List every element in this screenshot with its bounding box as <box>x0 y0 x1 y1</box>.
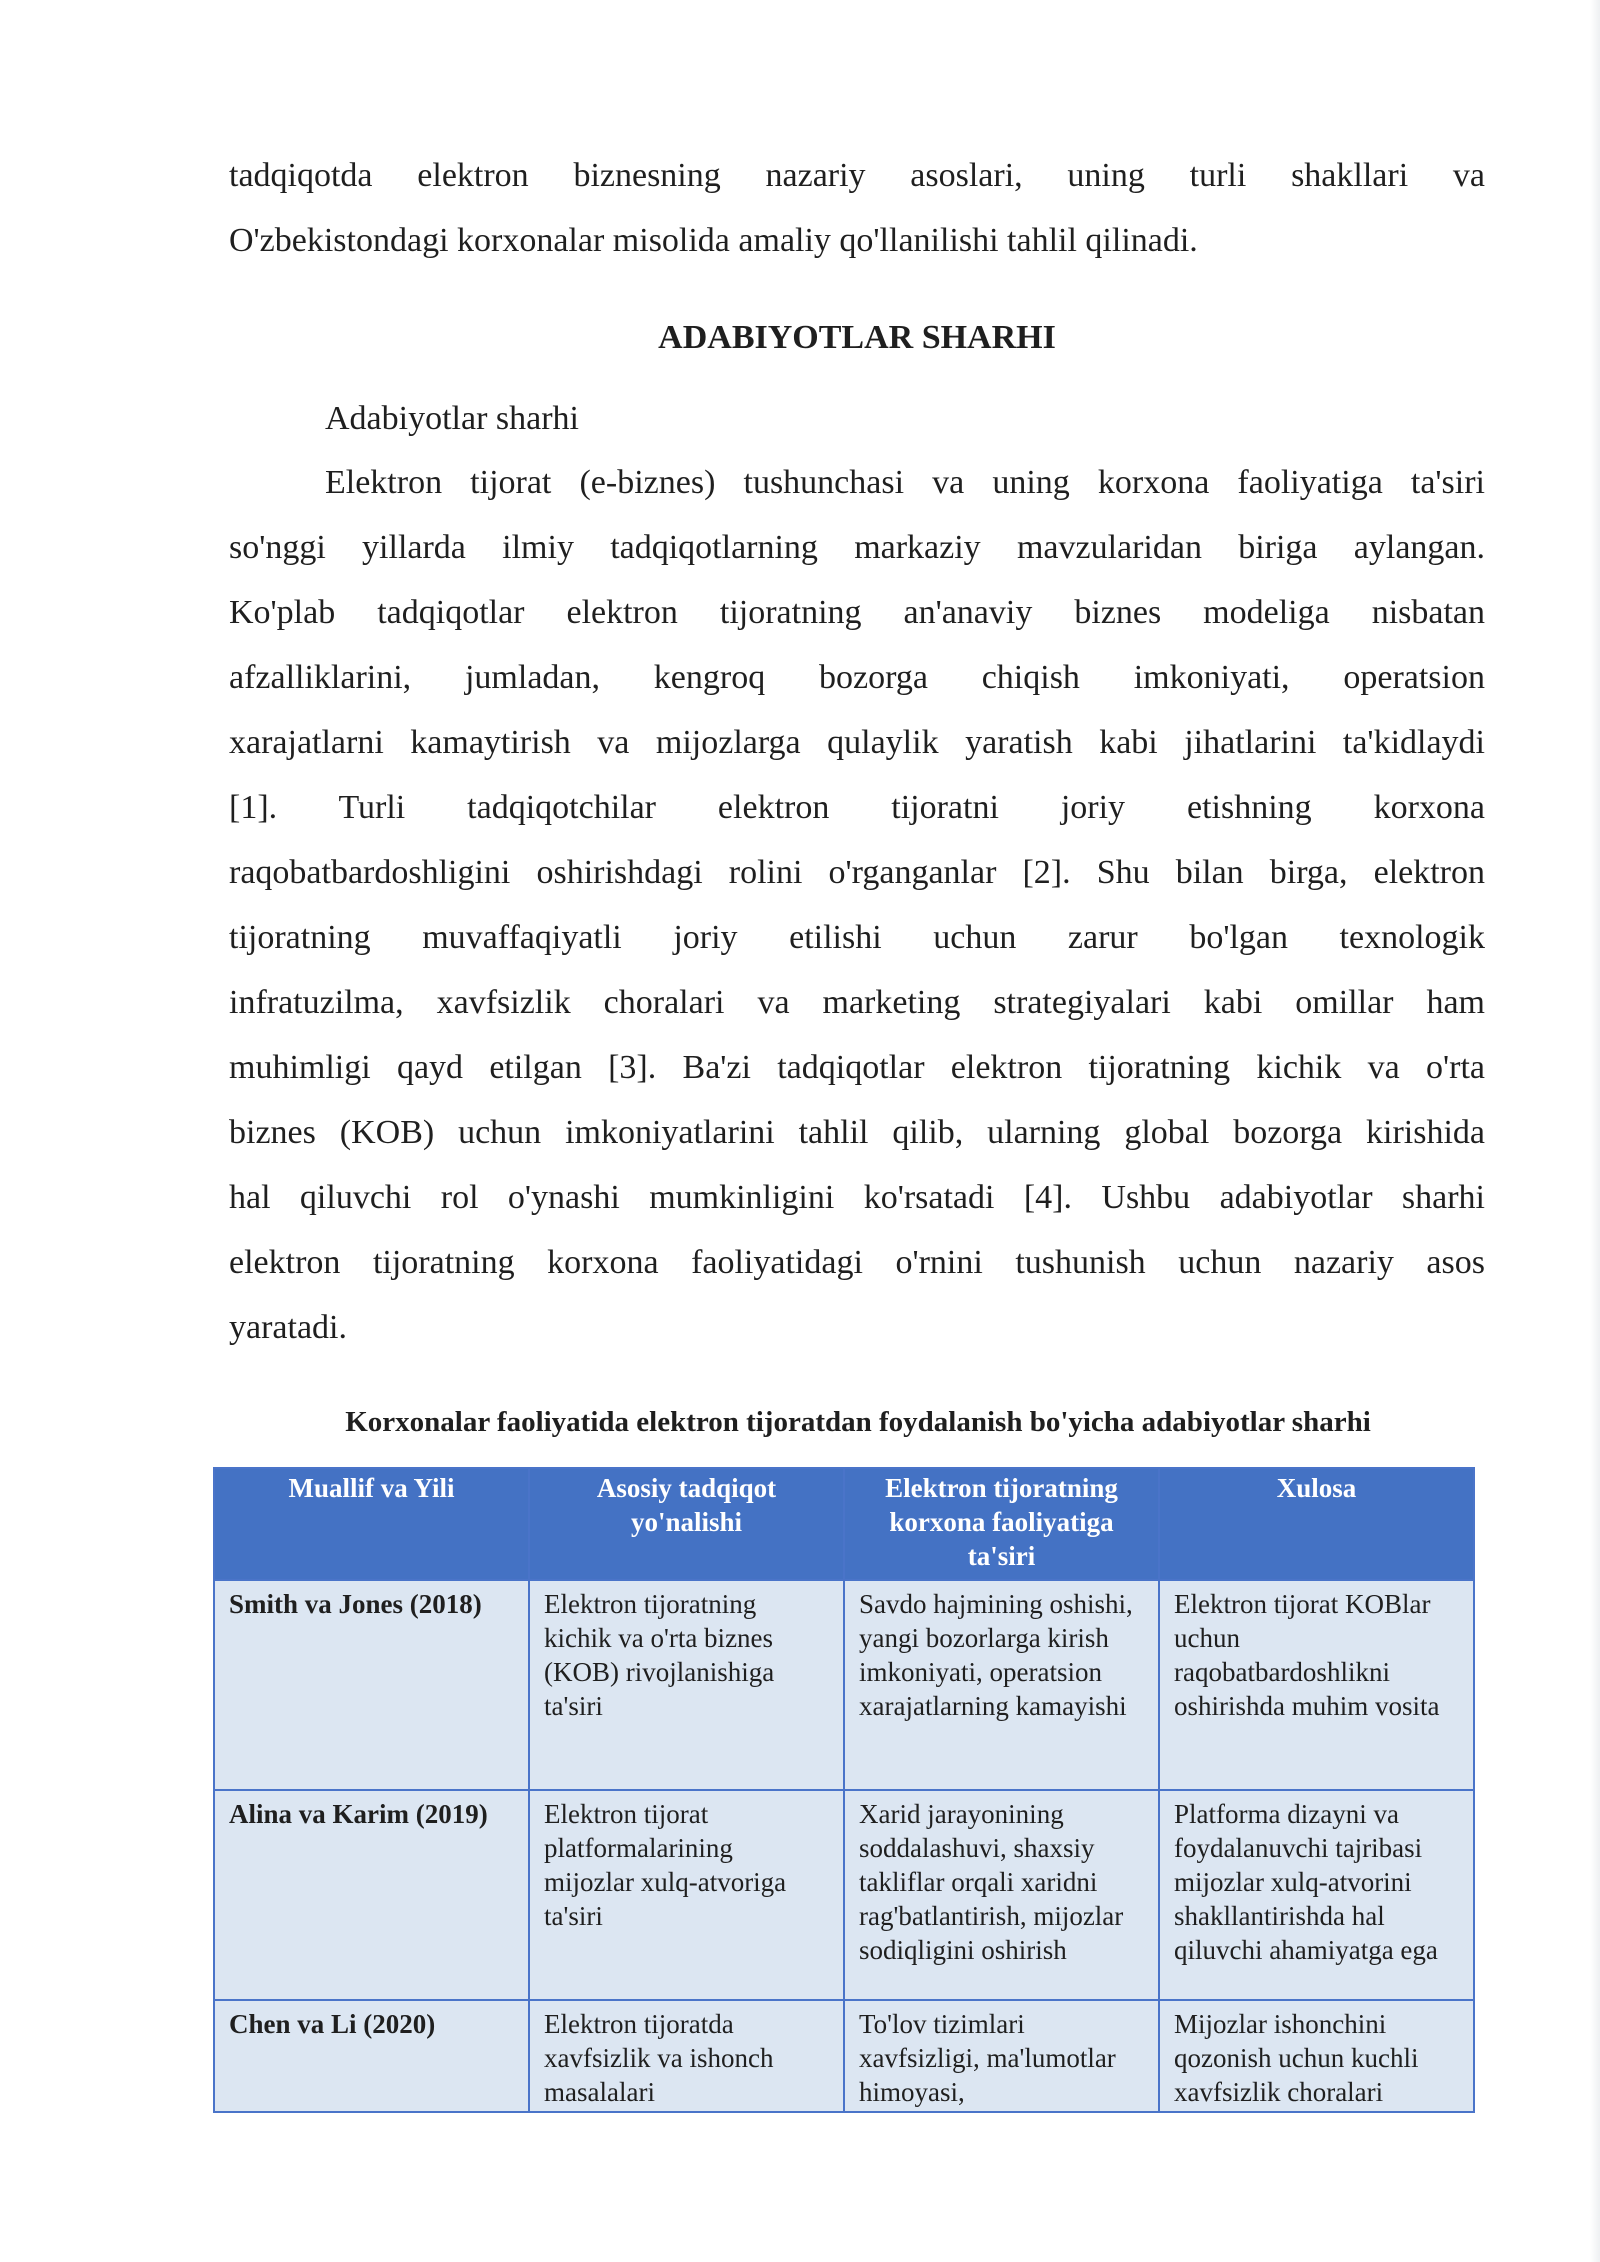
paragraph-line: yaratadi. <box>229 1309 347 1346</box>
focus-cell: Elektron tijorat platformalarining mijozlar xulq-atvoriga ta'siri <box>529 1790 844 2000</box>
focus-cell: Elektron tijoratda xavfsizlik va ishonch masalalari <box>529 2000 844 2112</box>
table-header-row <box>214 1468 1474 1580</box>
paragraph-line: biznes (KOB) uchun imkoniyatlarini tahlil qilib, ularning global bozorga kirishida <box>229 1114 1485 1151</box>
literature-review-paragraph <box>229 450 1485 1360</box>
literature-table <box>213 1467 1475 2113</box>
table-caption: Korxonalar faoliyatida elektron tijoratdan foydalanish bo'yicha adabiyotlar sharhi <box>345 1406 1371 1438</box>
paragraph-line: Ko'plab tadqiqotlar elektron tijoratning an'anaviy biznes modeliga nisbatan <box>229 594 1485 631</box>
paragraph-line: raqobatbardoshligini oshirishdagi rolini o'rganganlar [2]. Shu bilan birga, elektron <box>229 854 1485 891</box>
intro-paragraph <box>229 143 1485 273</box>
conclusion-cell: Elektron tijorat KOBlar uchun raqobatbardoshlikni oshirishda muhim vosita <box>1159 1580 1474 1790</box>
paragraph-line: O'zbekistondagi korxonalar misolida amaliy qo'llanilishi tahlil qilinadi. <box>229 222 1198 259</box>
paragraph-line: hal qiluvchi rol o'ynashi mumkinligini ko'rsatadi [4]. Ushbu adabiyotlar sharhi <box>229 1179 1485 1216</box>
section-heading: ADABIYOTLAR SHARHI <box>658 319 1056 356</box>
table-row <box>214 1790 1474 2000</box>
author-cell: Chen va Li (2020) <box>214 2000 529 2112</box>
paragraph-line: afzalliklarini, jumladan, kengroq bozorga chiqish imkoniyati, operatsion <box>229 659 1485 696</box>
table-row <box>214 2000 1474 2112</box>
paragraph-line: infratuzilma, xavfsizlik choralari va marketing strategiyalari kabi omillar ham <box>229 984 1485 1021</box>
paragraph-line: elektron tijoratning korxona faoliyatidagi o'rnini tushunish uchun nazariy asos <box>229 1244 1485 1281</box>
impact-cell: To'lov tizimlari xavfsizligi, ma'lumotlar himoyasi, <box>844 2000 1159 2112</box>
column-header: Elektron tijoratning korxona faoliyatiga ta'siri <box>844 1468 1159 1580</box>
column-header: Asosiy tadqiqot yo'nalishi <box>529 1468 844 1580</box>
impact-cell: Xarid jarayonining soddalashuvi, shaxsiy takliflar orqali xaridni rag'batlantirish, mijozlar sodiqligini oshirish <box>844 1790 1159 2000</box>
paragraph-line: [1]. Turli tadqiqotchilar elektron tijoratni joriy etishning korxona <box>229 789 1485 826</box>
subheading: Adabiyotlar sharhi <box>325 400 579 437</box>
paragraph-line: tijoratning muvaffaqiyatli joriy etilishi uchun zarur bo'lgan texnologik <box>229 919 1485 956</box>
paragraph-line: muhimligi qayd etilgan [3]. Ba'zi tadqiqotlar elektron tijoratning kichik va o'rta <box>229 1049 1485 1086</box>
paragraph-line: Elektron tijorat (e-biznes) tushunchasi va uning korxona faoliyatiga ta'siri <box>325 464 1485 501</box>
page-edge-shadow <box>1590 0 1600 2262</box>
focus-cell: Elektron tijoratning kichik va o'rta biznes (KOB) rivojlanishiga ta'siri <box>529 1580 844 1790</box>
conclusion-cell: Platforma dizayni va foydalanuvchi tajribasi mijozlar xulq-atvorini shakllantirishda hal qiluvchi ahamiyatga ega <box>1159 1790 1474 2000</box>
table-row <box>214 1580 1474 1790</box>
author-cell: Alina va Karim (2019) <box>214 1790 529 2000</box>
paragraph-line: xarajatlarni kamaytirish va mijozlarga qulaylik yaratish kabi jihatlarini ta'kidlaydi <box>229 724 1485 761</box>
column-header: Xulosa <box>1159 1468 1474 1580</box>
author-cell: Smith va Jones (2018) <box>214 1580 529 1790</box>
impact-cell: Savdo hajmining oshishi, yangi bozorlarga kirish imkoniyati, operatsion xarajatlarning kamayishi <box>844 1580 1159 1790</box>
column-header: Muallif va Yili <box>214 1468 529 1580</box>
conclusion-cell: Mijozlar ishonchini qozonish uchun kuchli xavfsizlik choralari <box>1159 2000 1474 2112</box>
paragraph-line: so'nggi yillarda ilmiy tadqiqotlarning markaziy mavzularidan biriga aylangan. <box>229 529 1485 566</box>
paragraph-line: tadqiqotda elektron biznesning nazariy asoslari, uning turli shakllari va <box>229 157 1485 194</box>
